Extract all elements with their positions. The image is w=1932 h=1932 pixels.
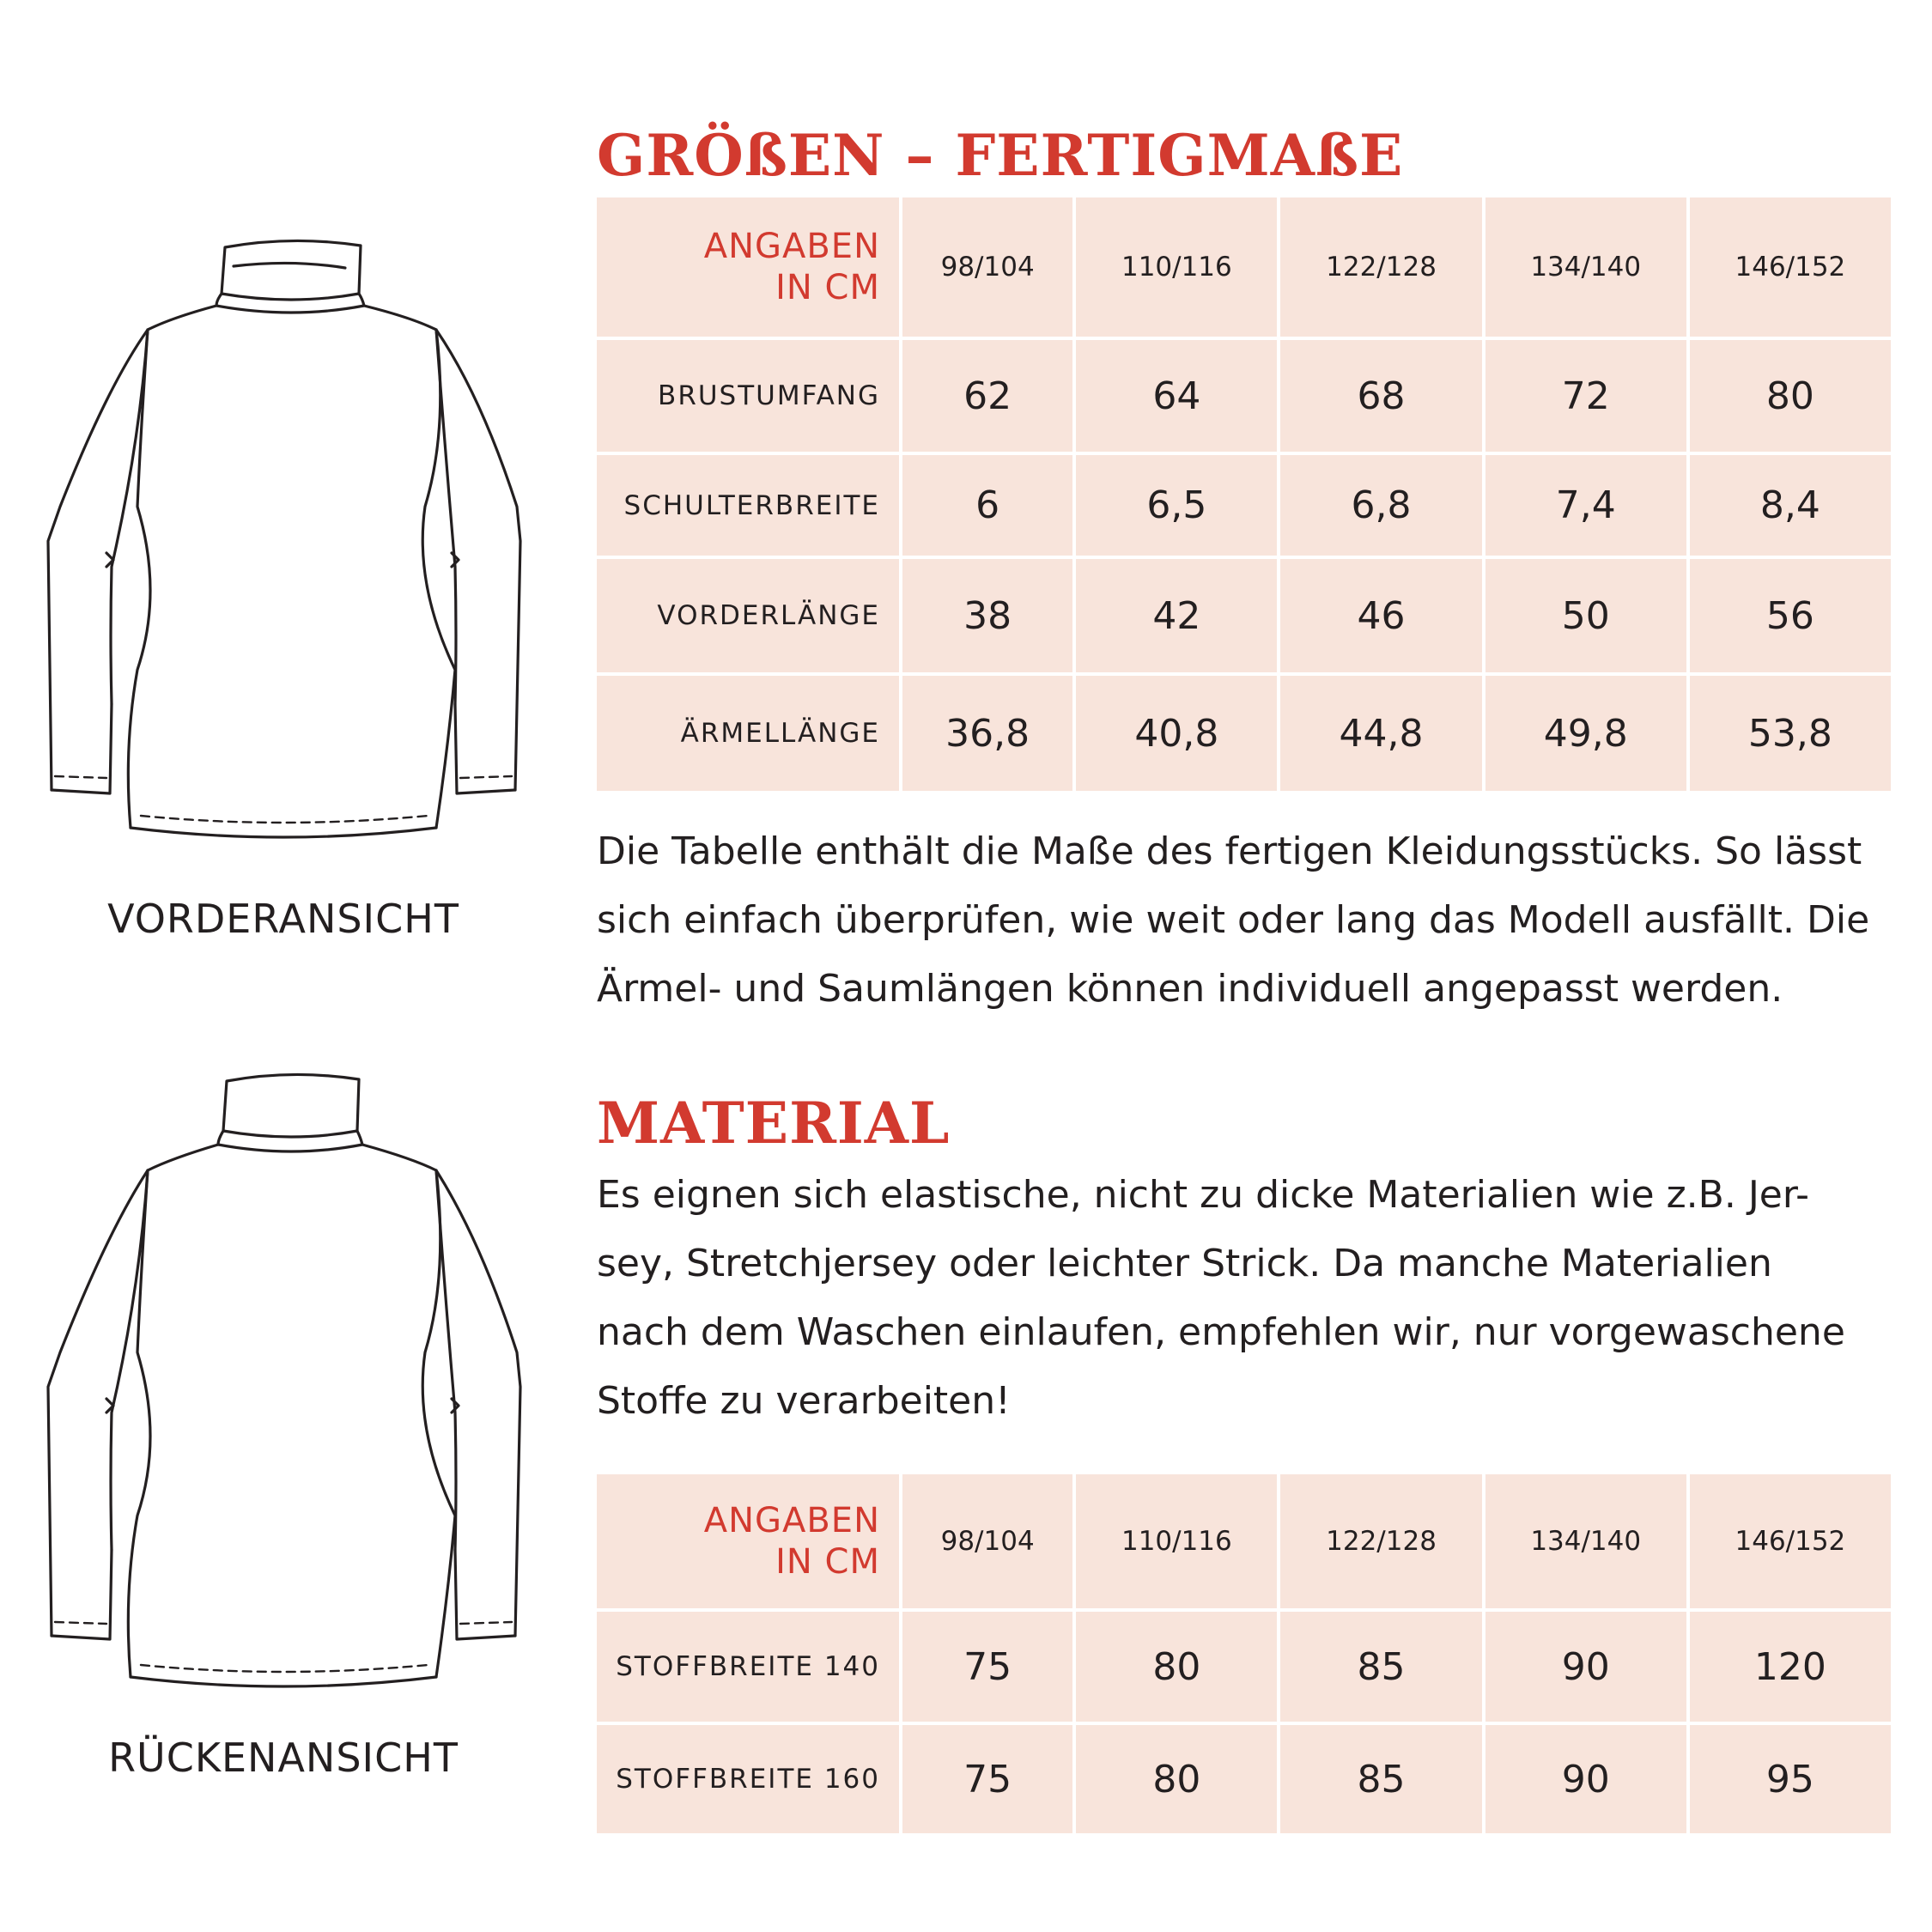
table-cell: 68: [1280, 340, 1481, 452]
table-cell: 90: [1485, 1725, 1686, 1833]
table-cell: 85: [1280, 1612, 1481, 1722]
table-cell: 8,4: [1690, 455, 1891, 556]
table-cell: 75: [902, 1612, 1072, 1722]
paragraph-line: Stoffe zu verarbeiten!: [597, 1379, 1011, 1423]
front-view-caption: VORDERANSICHT: [107, 896, 459, 942]
table-cell: 120: [1690, 1612, 1891, 1722]
table-row: [597, 1612, 1891, 1722]
row-label: STOFFBREITE 140: [597, 1612, 899, 1722]
back-view-caption: RÜCKENANSICHT: [108, 1735, 459, 1781]
fabric-requirements-table: [593, 1471, 1894, 1837]
table-cell: 72: [1485, 340, 1686, 452]
sizes-description: [597, 817, 1902, 1024]
table-cell: 38: [902, 559, 1072, 672]
size-header: 146/152: [1690, 197, 1891, 337]
table-cell: 42: [1076, 559, 1277, 672]
table-cell: 53,8: [1690, 676, 1891, 791]
size-header: 110/116: [1076, 197, 1277, 337]
unit-header-line2: IN CM: [775, 268, 880, 307]
unit-header: [597, 197, 899, 337]
table-cell: 80: [1690, 340, 1891, 452]
table-header-row: [597, 1474, 1891, 1608]
table-header-row: [597, 197, 1891, 337]
table-cell: 75: [902, 1725, 1072, 1833]
unit-header-line1: ANGABEN: [703, 1501, 880, 1540]
table-cell: 49,8: [1485, 676, 1686, 791]
table-cell: 6: [902, 455, 1072, 556]
table-cell: 36,8: [902, 676, 1072, 791]
material-heading: MATERIAL: [597, 1090, 951, 1157]
finished-measurements-table: [593, 194, 1894, 794]
table-cell: 80: [1076, 1725, 1277, 1833]
paragraph-line: sich einfach überprüfen, wie weit oder lang das Modell ausfällt. Die: [597, 898, 1870, 942]
table-row: [597, 455, 1891, 556]
unit-header-line1: ANGABEN: [703, 227, 880, 266]
table-row: [597, 1725, 1891, 1833]
table-cell: 7,4: [1485, 455, 1686, 556]
paragraph-line: Die Tabelle enthält die Maße des fertigen Kleidungsstücks. So lässt: [597, 829, 1862, 873]
sizes-heading: GRÖßEN – FERTIGMAßE: [597, 122, 1404, 189]
unit-header-line2: IN CM: [775, 1542, 880, 1582]
unit-header: [597, 1474, 899, 1608]
paragraph-line: Ärmel- und Saumlängen können individuell angepasst werden.: [597, 967, 1783, 1011]
table-row: [597, 340, 1891, 452]
table-cell: 44,8: [1280, 676, 1481, 791]
size-header: 98/104: [902, 197, 1072, 337]
table-cell: 56: [1690, 559, 1891, 672]
size-header: 146/152: [1690, 1474, 1891, 1608]
size-header: 134/140: [1485, 1474, 1686, 1608]
paragraph-line: sey, Stretchjersey oder leichter Strick. Da manche Materialien: [597, 1242, 1772, 1285]
row-label: BRUSTUMFANG: [597, 340, 899, 452]
table-cell: 90: [1485, 1612, 1686, 1722]
paragraph-line: nach dem Waschen einlaufen, empfehlen wir, nur vorgewaschene: [597, 1310, 1845, 1354]
table-cell: 95: [1690, 1725, 1891, 1833]
table-cell: 62: [902, 340, 1072, 452]
table-row: [597, 676, 1891, 791]
material-description: [597, 1161, 1902, 1436]
size-header: 122/128: [1280, 1474, 1481, 1608]
row-label: STOFFBREITE 160: [597, 1725, 899, 1833]
row-label: ÄRMELLÄNGE: [597, 676, 899, 791]
size-header: 98/104: [902, 1474, 1072, 1608]
size-header: 122/128: [1280, 197, 1481, 337]
table-cell: 40,8: [1076, 676, 1277, 791]
table-cell: 46: [1280, 559, 1481, 672]
table-cell: 64: [1076, 340, 1277, 452]
front-view-illustration: [34, 223, 541, 859]
table-cell: 80: [1076, 1612, 1277, 1722]
paragraph-line: Es eignen sich elastische, nicht zu dicke Materialien wie z.B. Jer-: [597, 1173, 1810, 1217]
table-cell: 50: [1485, 559, 1686, 672]
table-cell: 85: [1280, 1725, 1481, 1833]
table-row: [597, 559, 1891, 672]
size-header: 110/116: [1076, 1474, 1277, 1608]
row-label: VORDERLÄNGE: [597, 559, 899, 672]
size-header: 134/140: [1485, 197, 1686, 337]
back-view-illustration: [34, 1069, 541, 1704]
table-cell: 6,5: [1076, 455, 1277, 556]
table-cell: 6,8: [1280, 455, 1481, 556]
row-label: SCHULTERBREITE: [597, 455, 899, 556]
